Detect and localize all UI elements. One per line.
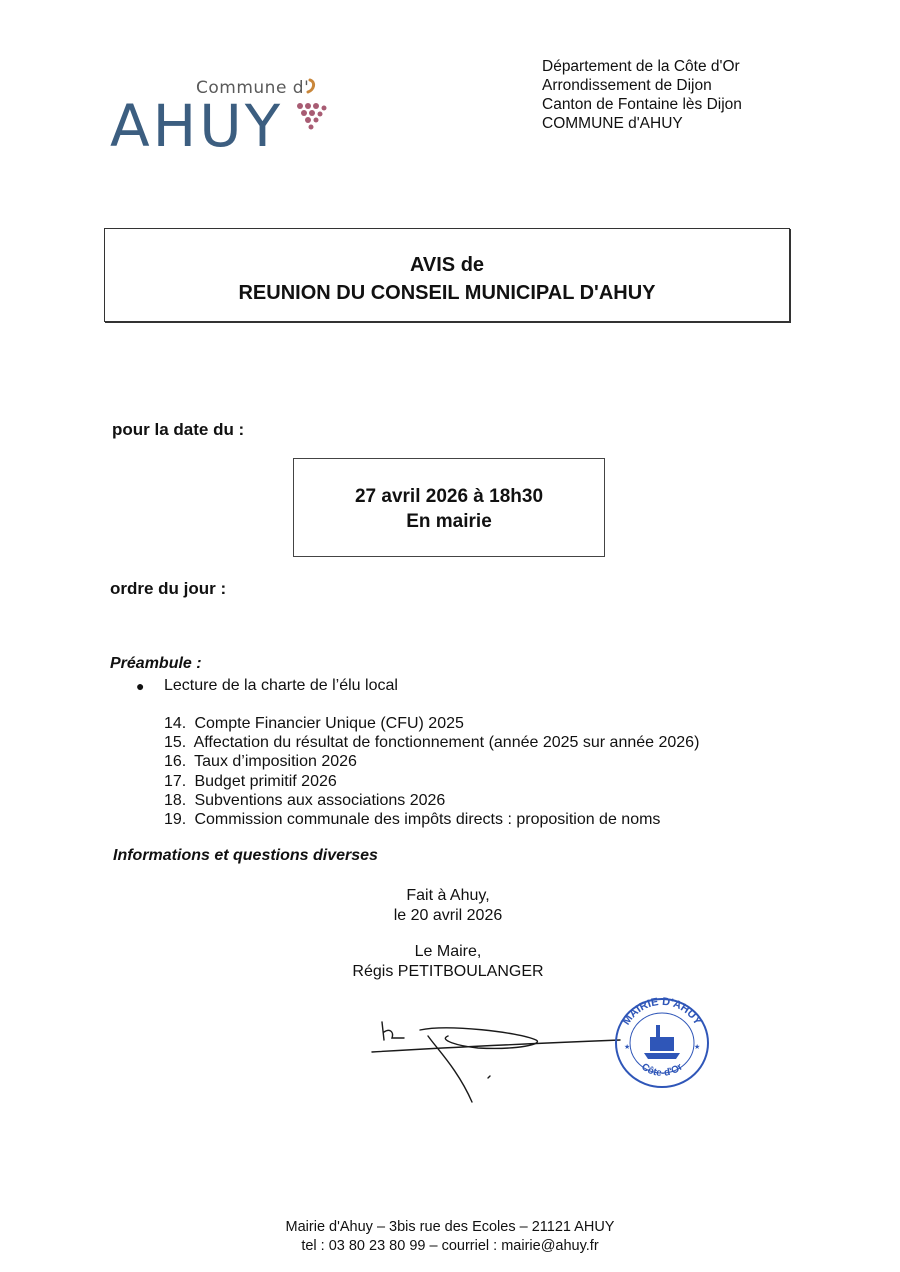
logo-ahuy-text: AHUY <box>110 92 284 160</box>
preambule-bullet-item <box>136 677 398 696</box>
agenda-item <box>164 733 699 752</box>
closing-date: le 20 avril 2026 <box>393 907 503 924</box>
administrative-header <box>542 57 742 133</box>
closing-place: Fait à Ahuy, <box>406 887 490 904</box>
stamp-bottom-text: Côte-d'Or <box>639 1061 685 1079</box>
agenda-list <box>164 714 699 829</box>
agenda-item-number: 15. <box>164 734 187 752</box>
agenda-item-text: Subventions aux associations 2026 <box>194 791 446 809</box>
admin-line: Canton de Fontaine lès Dijon <box>542 96 742 113</box>
title-line-2: REUNION DU CONSEIL MUNICIPAL D'AHUY <box>238 282 656 304</box>
agenda-item-text: Taux d’imposition 2026 <box>194 753 357 771</box>
agenda-item <box>164 772 699 791</box>
agenda-item <box>164 791 699 810</box>
agenda-label: ordre du jour : <box>110 579 227 598</box>
signatory-role: Le Maire, <box>414 943 482 960</box>
agenda-item-text: Compte Financier Unique (CFU) 2025 <box>194 715 464 732</box>
agenda-item-number: 16. <box>164 753 187 771</box>
title-line-1: AVIS de <box>409 254 485 276</box>
meeting-location: En mairie <box>406 511 492 532</box>
agenda-item <box>164 752 699 771</box>
closing-place-date <box>300 886 596 926</box>
admin-line: Département de la Côte d'Or <box>542 58 740 75</box>
mayor-signature <box>368 1010 631 1110</box>
meeting-date: 27 avril 2026 à 18h30 <box>354 486 544 507</box>
date-box <box>293 458 605 557</box>
agenda-item-number: 19. <box>164 811 187 829</box>
admin-line: COMMUNE d'AHUY <box>542 115 683 132</box>
stamp-emblem-icon <box>644 1025 680 1059</box>
notice-title-box <box>104 228 790 322</box>
preambule-heading: Préambule : <box>110 655 202 672</box>
preambule-bullet-text: Lecture de la charte de l’élu local <box>164 677 398 694</box>
bullet-icon: ● <box>136 678 145 694</box>
agenda-item-number: 18. <box>164 791 187 809</box>
agenda-item-text: Commission communale des impôts directs : proposition de noms <box>194 811 661 829</box>
grapes-icon <box>296 76 336 136</box>
signatory-name: Régis PETITBOULANGER <box>352 963 544 980</box>
signatory <box>300 942 596 982</box>
agenda-item-text: Budget primitif 2026 <box>194 772 337 790</box>
agenda-item-text: Affectation du résultat de fonctionnement (année 2025 sur année 2026) <box>193 734 700 752</box>
footer-address: Mairie d'Ahuy – 3bis rue des Ecoles – 21121 AHUY <box>285 1219 615 1235</box>
admin-line: Arrondissement de Dijon <box>542 77 712 94</box>
commune-logo <box>108 70 338 165</box>
agenda-item-number: 17. <box>164 772 187 790</box>
agenda-item <box>164 810 699 829</box>
footer-contact: tel : 03 80 23 80 99 – courriel : mairie@ahuy.fr <box>301 1238 599 1254</box>
official-stamp <box>610 993 714 1089</box>
agenda-item-number: 14. <box>164 715 187 732</box>
informations-heading: Informations et questions diverses <box>113 847 378 864</box>
logo-commune-text: Commune d' <box>196 78 310 98</box>
stamp-top-text: MAIRIE D'AHUY <box>620 995 704 1028</box>
svg-text:★: ★ <box>694 1044 701 1051</box>
agenda-item <box>164 714 699 733</box>
svg-text:★: ★ <box>624 1044 631 1051</box>
date-label: pour la date du : <box>112 420 245 439</box>
